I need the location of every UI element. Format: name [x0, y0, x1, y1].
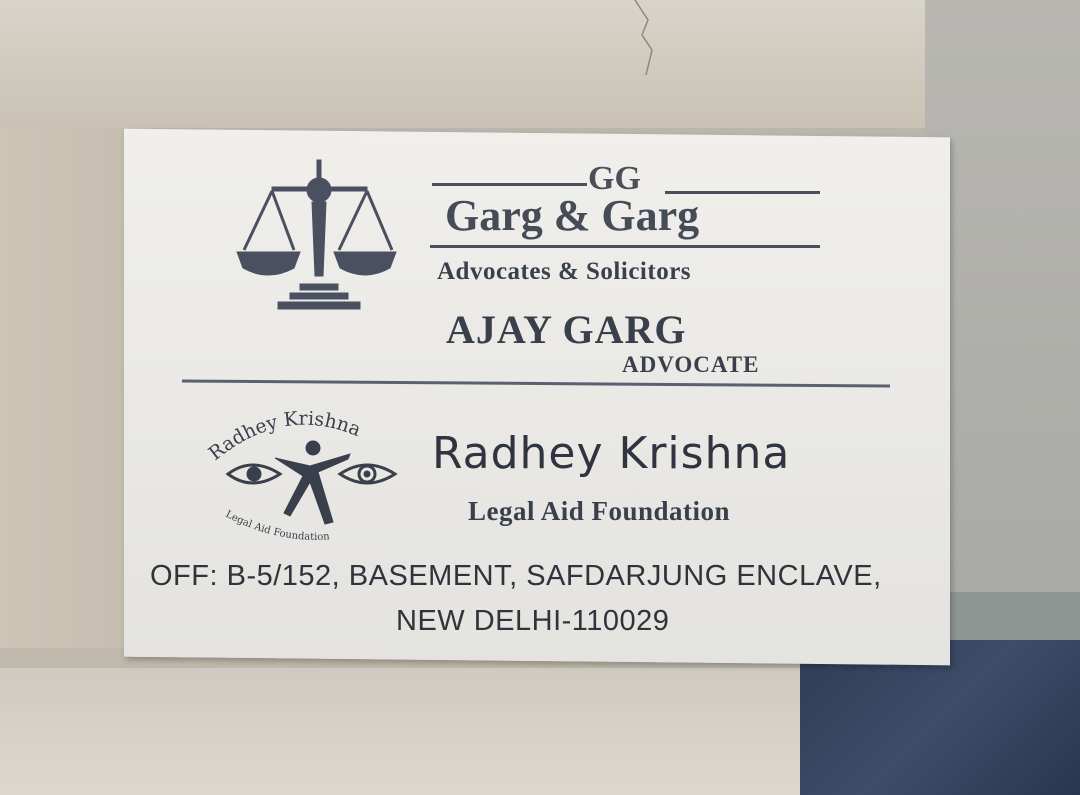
grey-ledge — [950, 592, 1080, 640]
address-line-2: NEW DELHI-110029 — [396, 605, 670, 637]
foundation-subtitle: Legal Aid Foundation — [468, 496, 731, 526]
scales-of-justice-icon — [234, 158, 399, 313]
svg-text:Radhey Krishna — [205, 408, 364, 465]
foundation-name: Radhey Krishna — [432, 428, 791, 479]
emblem-bottom-text: Legal Aid Foundation — [223, 508, 330, 543]
emblem-top-text: Radhey Krishna — [204, 407, 365, 465]
person-title: ADVOCATE — [622, 352, 760, 377]
wall-crack — [630, 0, 670, 75]
monogram-rule-left — [432, 183, 587, 186]
firm-rule — [430, 245, 820, 248]
svg-text:Legal Aid Foundation — [224, 509, 331, 543]
person-name: AJAY GARG — [446, 307, 687, 352]
firm-tagline: Advocates & Solicitors — [437, 258, 692, 285]
marble-wall-top — [0, 0, 925, 128]
monogram: GG — [588, 160, 641, 197]
foundation-emblem-icon — [200, 396, 420, 556]
floor-slab — [0, 668, 800, 795]
address-line-1: OFF: B-5/152, BASEMENT, SAFDARJUNG ENCLAVE, — [150, 560, 882, 592]
firm-name: Garg & Garg — [445, 191, 700, 240]
